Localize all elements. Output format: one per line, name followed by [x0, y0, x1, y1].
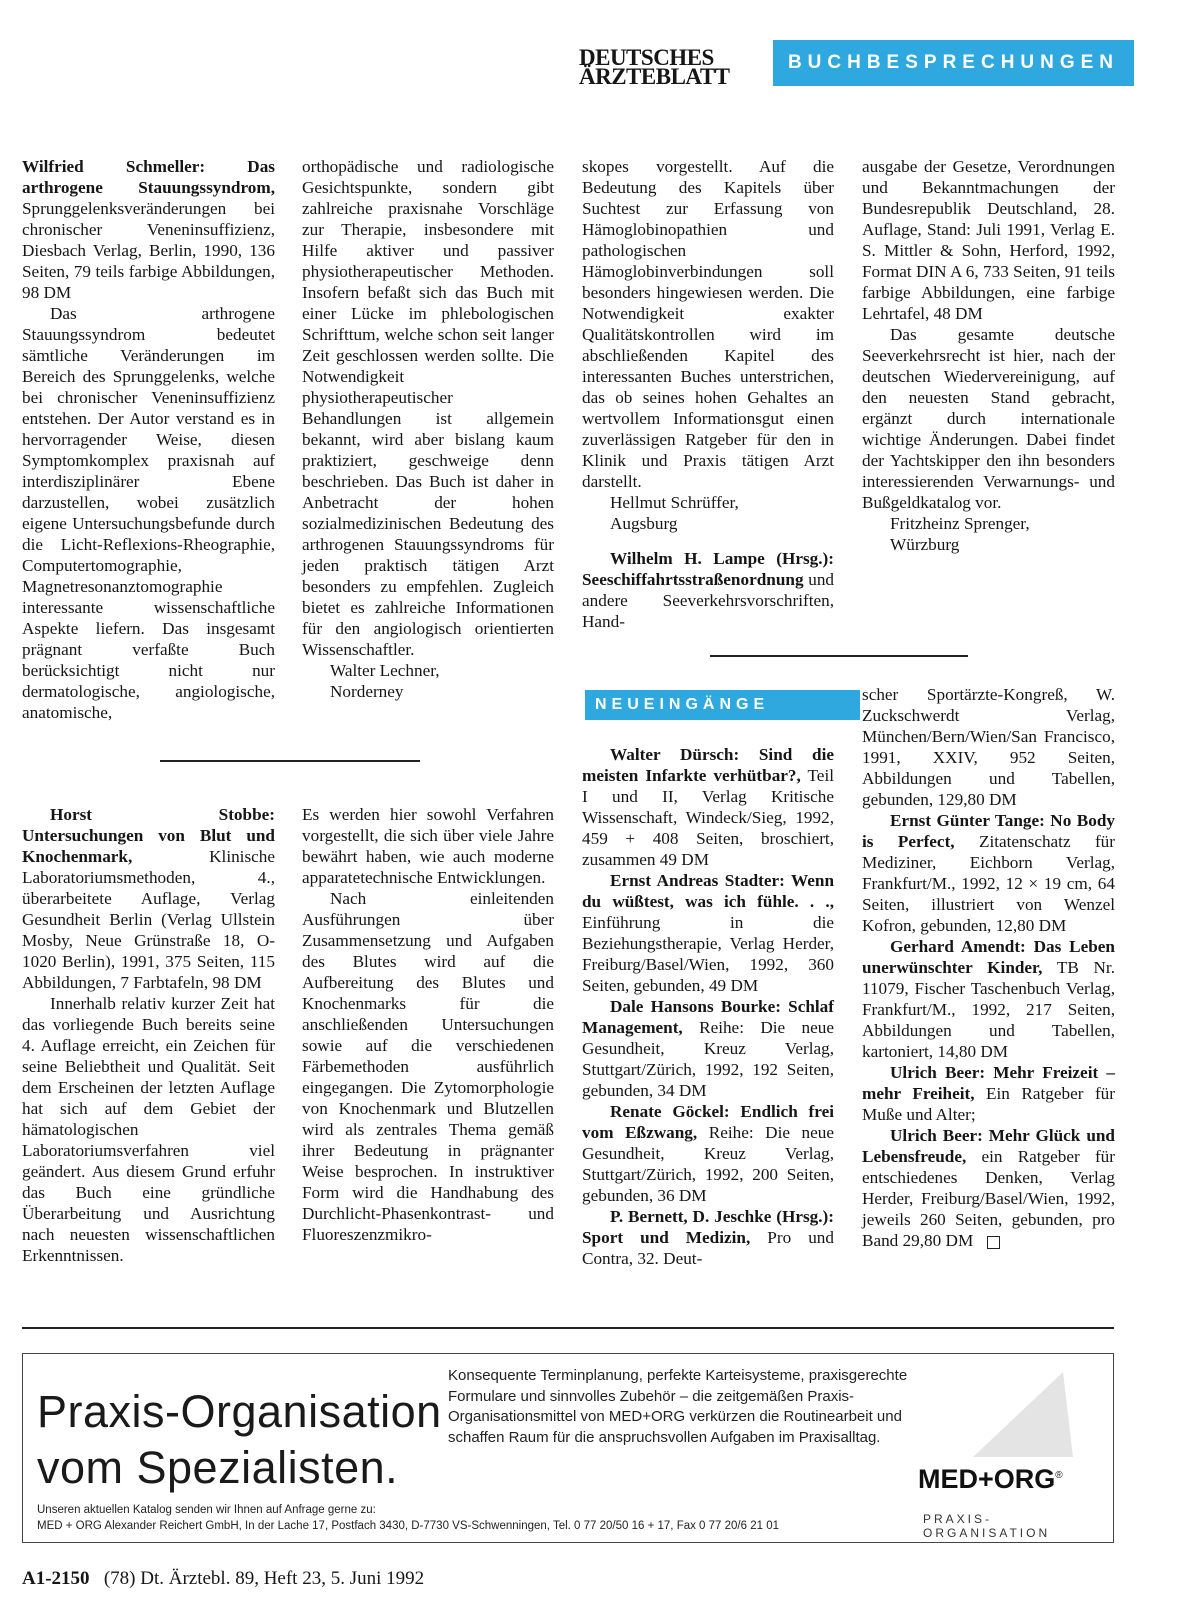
list-item	[862, 936, 1115, 1062]
ad-contact-line1: Unseren aktuellen Katalog senden wir Ihnen auf Anfrage gerne zu:	[37, 1504, 376, 1516]
ad-headline-line1: Praxis-Organisation	[37, 1386, 442, 1437]
review-text: Nach einleitenden Ausführungen über Zusammensetzung und Aufgaben des Blutes wird auf die Aufbereitung des Blutes und Knochenmarks für die anschließenden Untersuchungen sowie auf die verschiedenen Färbemethoden ausführlich eingegangen. Die Zytomorphologie von Knochenmark und Blutzellen wird als zentrales Thema gemäß ihrer Bedeutung in prägnanter Weise besprochen. In instruktiver Form wird die Handhabung des Durchlicht-Phasenkontrast- und Fluoreszenzmikro-	[302, 889, 554, 1244]
item-text: Ein Ratgeber für Muße und Alter;	[862, 1084, 1115, 1124]
item-title: Ulrich Beer: Mehr Freizeit – mehr Freiheit,	[862, 1063, 1115, 1103]
item-text: Einführung in die Beziehungstherapie, Verlag Herder, Freiburg/Basel/Wien, 1992, 360 Seiten, gebunden, 49 DM	[582, 913, 834, 995]
review-col1-top	[22, 156, 275, 723]
item-title: P. Bernett, D. Jeschke (Hrsg.): Sport und Medizin,	[582, 1207, 834, 1247]
medorg-logo	[918, 1464, 1098, 1495]
review-text: Es werden hier sowohl Verfahren vorgestellt, die sich über viele Jahre bewährt haben, wie auch moderne apparatetechnische Entwicklungen.	[302, 805, 554, 887]
masthead-line2: ÄRZTEBLATT	[579, 64, 730, 89]
item-title: Ernst Andreas Stadter: Wenn du wüßtest, was ich fühle. . .,	[582, 871, 834, 911]
review-title: Wilhelm H. Lampe (Hrsg.): Seeschiffahrtsstraßenordnung	[582, 549, 834, 589]
list-item	[582, 870, 834, 996]
reviewer-name: Hellmut Schrüffer,	[610, 493, 739, 512]
review-col4-top	[862, 156, 1115, 555]
review-title: Horst Stobbe: Untersuchungen von Blut und Knochenmark,	[22, 805, 275, 866]
review-biblio: Klinische Laboratoriumsmethoden, 4., überarbeitete Auflage, Verlag Gesundheit Berlin (Verlag Ullstein Mosby, Neue Grünstraße 18, O-1020 Berlin), 1991, 375 Seiten, 115 Abbildungen, 7 Farbtafeln, 98 DM	[22, 847, 275, 992]
divider-rule	[22, 1327, 1114, 1329]
reviewer-name: Fritzheinz Sprenger,	[890, 514, 1030, 533]
item-text: Teil I und II, Verlag Kritische Wissenschaft, Windeck/Sieg, 1992, 459 + 408 Seiten, broschiert, zusammen 49 DM	[582, 766, 834, 869]
end-of-section-icon	[987, 1236, 1000, 1249]
list-item	[582, 1206, 834, 1269]
review-title: Wilfried Schmeller: Das arthrogene Stauungssyndrom,	[22, 157, 275, 197]
item-title: Ernst Günter Tange: No Body is Perfect,	[862, 811, 1115, 851]
reviewer-name: Walter Lechner,	[330, 661, 440, 680]
item-text: Reihe: Die neue Gesundheit, Kreuz Verlag, Stuttgart/Zürich, 1992, 192 Seiten, gebunden, 34 DM	[582, 1018, 834, 1100]
new-arrivals-col3	[582, 744, 834, 1269]
review-text: orthopädische und radiologische Gesichtspunkte, sondern gibt zahlreiche praxisnahe Vorschläge zur Therapie, insbesondere mit Hilfe aktiver und passiver physiotherapeutischer Methoden. Insofern befaßt sich das Buch mit einer Lücke im phlebologischen Schrifttum, welche schon seit langer Zeit geschlossen werden sollte. Die Notwendigkeit physiotherapeutischer Behandlungen ist allgemein bekannt, wird aber bislang kaum praktiziert, geschweige denn beschrieben. Das Buch ist daher in Anbetracht der hohen sozialmedizinischen Bedeutung des arthrogenen Stauungssyndroms für jeden praktisch tätigen Arzt besonders zu empfehlen. Zugleich bietet es zahlreiche Informationen für den angiologisch orientierten Wissenschaftler.	[302, 157, 554, 659]
ad-tagline: PRAXIS-ORGANISATION	[923, 1512, 1051, 1540]
ad-headline-line2: vom Spezialisten.	[37, 1442, 399, 1493]
neueingaenge-label: NEUEINGÄNGE	[585, 690, 860, 720]
list-item	[862, 1125, 1115, 1251]
page-number: A1-2150	[22, 1568, 90, 1589]
list-item	[862, 1062, 1115, 1125]
item-title: Walter Dürsch: Sind die meisten Infarkte verhütbar?,	[582, 745, 834, 785]
item-text: Reihe: Die neue Gesundheit, Kreuz Verlag, Stuttgart/Zürich, 1992, 200 Seiten, gebunden, 36 DM	[582, 1123, 834, 1205]
item-title: Ulrich Beer: Mehr Glück und Lebensfreude,	[862, 1126, 1115, 1166]
item-text: Zitatenschatz für Mediziner, Eichborn Verlag, Frankfurt/M., 1992, 12 × 19 cm, 64 Seiten, illustriert von Wenzel Kofron, gebunden, 12,80 DM	[862, 832, 1115, 935]
review-text: skopes vorgestellt. Auf die Bedeutung des Kapitels über Suchtest zur Erfassung von Hämoglobinopathien und pathologischen Hämoglobinverbindungen soll besonders hingewiesen werden. Die Notwendigkeit exakter Qualitätskontrollen wird im abschließenden Kapitel des interessanten Buches unterstrichen, das ob seines hohen Gehaltes an wertvollem Informationsgut einen zuverlässigen Ratgeber für den in Klinik und Praxis tätigen Arzt darstellt.	[582, 157, 834, 491]
reviewer-place: Norderney	[330, 682, 404, 701]
citation: (78) Dt. Ärztebl. 89, Heft 23, 5. Juni 1992	[103, 1568, 425, 1589]
registered-mark: ®	[1055, 1470, 1063, 1481]
list-item	[582, 996, 834, 1101]
ad-contact-line2: MED + ORG Alexander Reichert GmbH, In der Lache 17, Postfach 3430, D-7730 VS-Schwenningen, Tel. 0 77 20/50 16 + 17, Fax 0 77 20/6 21 01	[37, 1520, 779, 1532]
item-title: Dale Hansons Bourke: Schlaf Management,	[582, 997, 834, 1037]
section-banner: BUCHBESPRECHUNGEN	[773, 40, 1134, 86]
ad-headline	[37, 1384, 457, 1496]
review-col3-top	[582, 156, 834, 632]
ad-contact	[37, 1502, 917, 1534]
review-text: Innerhalb relativ kurzer Zeit hat das vorliegende Buch bereits seine 4. Auflage erreicht, ein Zeichen für seine Beliebtheit und Qualität. Seit dem Erscheinen der letzten Auflage hat sich auf dem Gebiet der hämatologischen Laboratoriumsverfahren viel geändert. Aus diesem Grund erfuhr das Buch eine gründliche Überarbeitung und Ausrichtung nach neuesten wissenschaftlichen Erkenntnissen.	[22, 994, 275, 1265]
divider-rule	[160, 760, 420, 762]
list-item	[582, 1101, 834, 1206]
item-text: TB Nr. 11079, Fischer Taschenbuch Verlag, Frankfurt/M., 1992, 217 Seiten, Abbildungen und Tabellen, kartoniert, 14,80 DM	[862, 958, 1115, 1061]
advertisement	[22, 1353, 1114, 1543]
divider-rule	[710, 655, 968, 657]
review-col2-top	[302, 156, 554, 702]
list-item	[862, 810, 1115, 936]
page-footer	[22, 1568, 424, 1590]
logo-wedge-graphic	[973, 1372, 1073, 1457]
reviewer-place: Augsburg	[610, 514, 678, 533]
review-col2-bottom	[302, 804, 554, 1245]
review-text: Das arthrogene Stauungssyndrom bedeutet sämtliche Veränderungen im Bereich des Sprunggelenks, welche bei chronischer Veneninsuffizienz entstehen. Der Autor verstand es in hervorragender Weise, diesen Symptomkomplex praxisnah auf interdisziplinärer Ebene darzustellen, wobei zusätzlich eigene Untersuchungsbefunde durch die Licht-Reflexions-Rheographie, Computertomographie, Magnetresonanztomographie interessante wissenschaftliche Aspekte liefern. Das insgesamt prägnant verfaßte Buch berücksichtigt nicht nur dermatologische, angiologische, anatomische,	[22, 304, 275, 722]
list-item-continued: scher Sportärzte-Kongreß, W. Zuckschwerdt Verlag, München/Bern/Wien/San Francisco, 1991, XXIV, 952 Seiten, Abbildungen und Tabellen, gebunden, 129,80 DM	[862, 685, 1115, 809]
review-col1-bottom	[22, 804, 275, 1266]
review-biblio: ausgabe der Gesetze, Verordnungen und Bekanntmachungen der Bundesrepublik Deutschland, 28. Auflage, Stand: Juli 1991, Verlag E. S. Mittler & Sohn, Herford, 1992, Format DIN A 6, 733 Seiten, 91 teils farbige Abbildungen, eine farbige Lehrtafel, 48 DM	[862, 157, 1115, 323]
review-biblio: Sprunggelenksveränderungen bei chronischer Veneninsuffizienz, Diesbach Verlag, Berlin, 1990, 136 Seiten, 79 teils farbige Abbildungen, 98 DM	[22, 199, 275, 302]
new-arrivals-col4	[862, 684, 1115, 1251]
logo-text: MED+ORG	[918, 1464, 1056, 1494]
journal-masthead	[579, 45, 755, 89]
review-text: Das gesamte deutsche Seeverkehrsrecht ist hier, nach der deutschen Wiedervereinigung, auf den neuesten Stand gebracht, ergänzt durch internationale wichtige Änderungen. Dabei findet der Yachtskipper den ihn besonders interessierenden Verwarnungs- und Bußgeldkatalog vor.	[862, 325, 1115, 512]
item-title: Renate Göckel: Endlich frei vom Eßzwang,	[582, 1102, 834, 1142]
list-item	[582, 744, 834, 870]
item-title: Gerhard Amendt: Das Leben unerwünschter Kinder,	[862, 937, 1115, 977]
masthead-line1: DEUTSCHES	[579, 45, 714, 70]
ad-body: Konsequente Terminplanung, perfekte Karteisysteme, praxisgerechte Formulare und sinnvolles Zubehör – die zeitgemäßen Praxis-Organisationsmittel von MED+ORG verkürzen die Routinearbeit und schaffen Raum für die anspruchsvollen Aufgaben im Praxisalltag.	[448, 1367, 908, 1446]
reviewer-place: Würzburg	[890, 535, 960, 554]
item-text: Pro und Contra, 32. Deut-	[582, 1228, 834, 1268]
review-biblio: und andere Seeverkehrsvorschriften, Hand-	[582, 570, 834, 631]
item-text: ein Ratgeber für entschiedenes Denken, Verlag Herder, Freiburg/Basel/Wien, 1992, jeweils 260 Seiten, gebunden, pro Band 29,80 DM	[862, 1147, 1115, 1250]
